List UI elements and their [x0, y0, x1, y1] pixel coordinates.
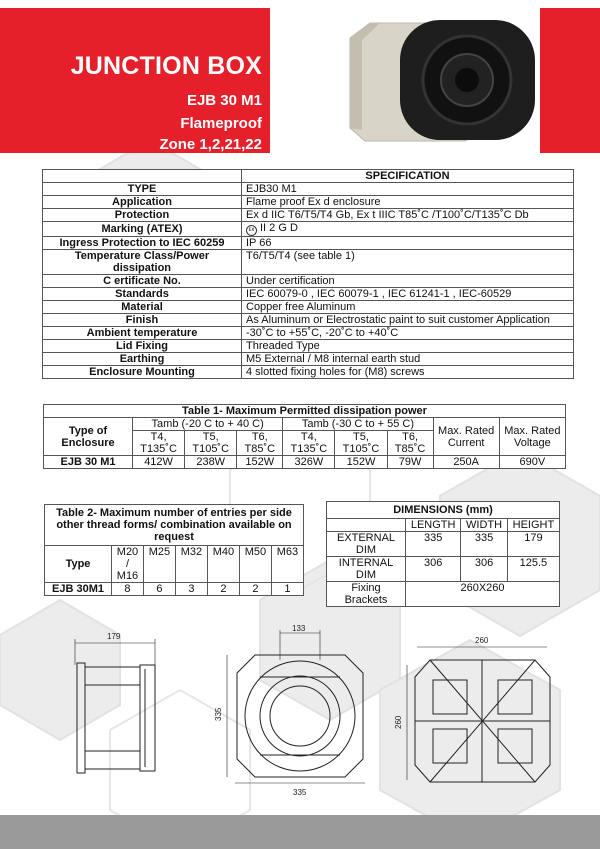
- table-row: Fixing Brackets 260X260: [327, 582, 560, 607]
- table-row: EJB 30 M1 412W 238W 152W 326W 152W 79W 250A 690V: [44, 456, 566, 469]
- side-view-drawing: [75, 639, 155, 773]
- table-row: EXTERNAL DIM 335 335 179: [327, 532, 560, 557]
- table-row: Material Copper free Aluminum: [43, 301, 574, 314]
- table-row: Ambient temperature -30˚C to +55˚C, -20˚C to +40˚C: [43, 327, 574, 340]
- header-banner: [0, 8, 270, 153]
- dimensions-table: DIMENSIONS (mm) LENGTH WIDTH HEIGHT EXTERNAL DIM 335 335 179 INTERNAL DIM 306 306 125.5 Fixing Brackets 260X260: [326, 501, 560, 607]
- table-row: Application Flame proof Ex d enclosure: [43, 196, 574, 209]
- entries-table: Table 2- Maximum number of entries per side other thread forms/ combination available on request Type M20 / M16 M25 M32 M40 M50 M63 EJB 30M1 8 6 3 2 2 1: [44, 504, 304, 596]
- technical-drawings: [55, 625, 565, 805]
- front-height-label: 335: [214, 707, 223, 721]
- corner-accent: [540, 8, 600, 153]
- table-row: Temperature Class/Power dissipation T6/T5/T4 (see table 1): [43, 250, 574, 275]
- product-image: [340, 18, 540, 143]
- dimensions-title: DIMENSIONS (mm): [327, 502, 560, 519]
- footer-bar: [0, 815, 600, 849]
- page-title: JUNCTION BOX: [70, 52, 262, 80]
- front-view-drawing: [227, 630, 365, 783]
- table2-title: Table 2- Maximum number of entries per side other thread forms/ combination available on request: [45, 505, 304, 546]
- ex-mark-icon: εx: [246, 225, 257, 236]
- table-row: Lid Fixing Threaded Type: [43, 340, 574, 353]
- table-row: Marking (ATEX) εx II 2 G D: [43, 222, 574, 237]
- model-name: EJB 30 M1: [186, 92, 262, 109]
- table-row: C ertificate No. Under certification: [43, 275, 574, 288]
- table-row: EJB 30M1 8 6 3 2 2 1: [45, 583, 304, 596]
- table-row: Standards IEC 60079-0 , IEC 60079-1 , IEC 61241-1 , IEC-60529: [43, 288, 574, 301]
- back-height-label: 260: [394, 715, 403, 729]
- dissipation-table: Table 1- Maximum Permitted dissipation power Type of Enclosure Tamb (-20 C to + 40 C) Tamb (-30 C to + 55 C) Max. Rated Current Max. Rated Voltage T4, T135˚C T5, T105˚C T6, T85˚C T4, T135˚C T5, T105˚C T6, T85˚C EJB 30 M1 412W 238W 152W 326W 152W 79W 250A 690V: [43, 404, 566, 469]
- spec-title: SPECIFICATION: [242, 170, 574, 183]
- front-inner-label: 133: [292, 625, 306, 633]
- table1-title: Table 1- Maximum Permitted dissipation power: [44, 405, 566, 418]
- table-row: Ingress Protection to IEC 60259 IP 66: [43, 237, 574, 250]
- side-width-label: 179: [107, 632, 121, 641]
- table-row: TYPE EJB30 M1: [43, 183, 574, 196]
- zone-label: Zone 1,2,21,22: [159, 136, 262, 153]
- table-row: Enclosure Mounting 4 slotted fixing holes for (M8) screws: [43, 366, 574, 379]
- back-view-drawing: [407, 647, 550, 782]
- specification-table: [42, 169, 574, 379]
- front-width-label: 335: [293, 788, 307, 797]
- back-width-label: 260: [475, 636, 489, 645]
- protection-type: Flameproof: [180, 115, 262, 132]
- table-row: Earthing M5 External / M8 internal earth stud: [43, 353, 574, 366]
- table-row: Protection Ex d IIC T6/T5/T4 Gb, Ex t IIIC T85˚C /T100˚C/T135˚C Db: [43, 209, 574, 222]
- table-row: Finish As Aluminum or Electrostatic paint to suit customer Application: [43, 314, 574, 327]
- table-row: INTERNAL DIM 306 306 125.5: [327, 557, 560, 582]
